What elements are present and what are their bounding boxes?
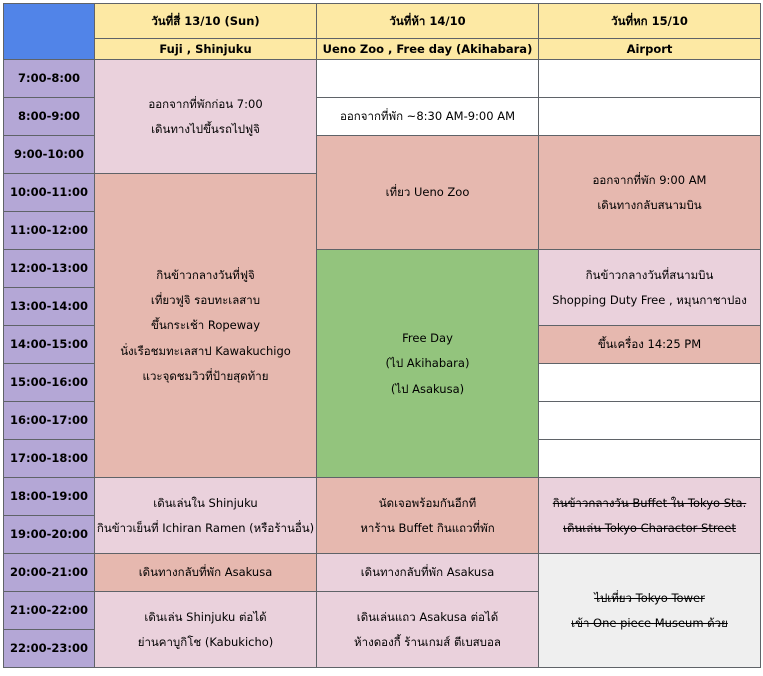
header-date-day1[interactable]: วันที่สี่ 13/10 (Sun): [95, 4, 317, 39]
header-title-day2[interactable]: Ueno Zoo , Free day (Akihabara): [317, 39, 539, 60]
cell-line: เดินทางกลับสนามบิน: [597, 198, 702, 212]
day3-empty-cell[interactable]: [539, 364, 761, 402]
day1-night-cell[interactable]: [95, 592, 317, 668]
time-label[interactable]: 16:00-17:00: [4, 402, 95, 440]
cell-line: เดินเล่นแถว Asakusa ต่อได้: [356, 609, 499, 624]
cell-line: หาร้าน Buffet กินแถวที่พัก: [360, 521, 495, 535]
day1-travel-cell[interactable]: [95, 554, 317, 592]
day2-free-cell[interactable]: [317, 250, 539, 478]
cell-line: เดินทางไปขึ้นรถไปฟูจิ: [151, 122, 260, 136]
cell-line: (ไป Asakusa): [390, 381, 465, 396]
time-label[interactable]: 15:00-16:00: [4, 364, 95, 402]
time-label[interactable]: 9:00-10:00: [4, 136, 95, 174]
cell-line: ไปเที่ยว Tokyo Tower: [594, 590, 705, 605]
day2-evening-cell[interactable]: [317, 478, 539, 554]
cell-line: ขึ้นกระเช้า Ropeway: [150, 318, 261, 333]
time-label[interactable]: 8:00-9:00: [4, 98, 95, 136]
cell-line: ย่านคาบูกิโช (Kabukicho): [137, 635, 274, 649]
cell-line: เดินทางกลับที่พัก Asakusa: [138, 565, 273, 580]
day2-night-cell[interactable]: [317, 592, 539, 668]
cell-line: เดินเล่น Shinjuku ต่อได้: [144, 609, 267, 624]
day3-cancelled-evening-cell[interactable]: [539, 478, 761, 554]
day3-empty-cell[interactable]: [539, 60, 761, 98]
time-label[interactable]: 18:00-19:00: [4, 478, 95, 516]
header-row-titles: [4, 39, 761, 60]
day2-leave-cell[interactable]: [317, 98, 539, 136]
day3-flight-cell[interactable]: [539, 326, 761, 364]
cell-line: เข้า One piece Museum ด้วย: [571, 616, 728, 630]
time-label[interactable]: 10:00-11:00: [4, 174, 95, 212]
day3-empty-cell[interactable]: [539, 402, 761, 440]
cell-line: ออกจากที่พัก 9:00 AM: [592, 172, 707, 187]
time-label[interactable]: 17:00-18:00: [4, 440, 95, 478]
cell-line: กินข้าวกลางวัน Buffet ใน Tokyo Sta.: [552, 495, 747, 510]
cell-line: เดินทางกลับที่พัก Asakusa: [360, 565, 495, 580]
cell-line: นั่งเรือชมทะเลสาป Kawakuchigo: [120, 343, 291, 358]
header-title-day1[interactable]: Fuji , Shinjuku: [95, 39, 317, 60]
cell-line: กินข้าวกลางวันที่ฟูจิ: [156, 267, 255, 282]
day2-travel-cell[interactable]: [317, 554, 539, 592]
day1-evening-cell[interactable]: [95, 478, 317, 554]
cell-line: ห้างดองกี้ ร้านเกมส์ ตีเบสบอล: [354, 635, 501, 649]
header-row-dates: [4, 4, 761, 39]
cell-line: เที่ยวฟูจิ รอบทะเลสาบ: [150, 292, 261, 307]
day3-empty-cell[interactable]: [539, 98, 761, 136]
day3-airport-cell[interactable]: [539, 250, 761, 326]
cell-line: Shopping Duty Free , หมุนกาชาปอง: [552, 293, 747, 307]
day2-empty-cell[interactable]: [317, 60, 539, 98]
time-label[interactable]: 22:00-23:00: [4, 630, 95, 668]
time-label[interactable]: 19:00-20:00: [4, 516, 95, 554]
cell-line: ออกจากที่พักก่อน 7:00: [148, 96, 263, 111]
time-label[interactable]: 20:00-21:00: [4, 554, 95, 592]
day3-leave-cell[interactable]: [539, 136, 761, 250]
cell-line: ขึ้นเครื่อง 14:25 PM: [597, 337, 702, 352]
time-label[interactable]: 11:00-12:00: [4, 212, 95, 250]
cell-line: กินข้าวเย็นที่ Ichiran Ramen (หรือร้านอื่น): [96, 521, 315, 535]
cell-line: (ไป Akihabara): [385, 356, 470, 371]
time-label[interactable]: 21:00-22:00: [4, 592, 95, 630]
header-date-day2[interactable]: วันที่ห้า 14/10: [317, 4, 539, 39]
itinerary-table: [3, 3, 761, 668]
cell-line: เดินเล่นใน Shinjuku: [153, 495, 258, 510]
cell-line: ออกจากที่พัก ~8:30 AM-9:00 AM: [339, 109, 516, 124]
day1-fuji-cell[interactable]: [95, 174, 317, 478]
cell-line: กินข้าวกลางวันที่สนามบิน: [585, 267, 714, 282]
itinerary-sheet: [3, 3, 760, 671]
time-label[interactable]: 14:00-15:00: [4, 326, 95, 364]
time-label[interactable]: 13:00-14:00: [4, 288, 95, 326]
day3-cancelled-night-cell[interactable]: [539, 554, 761, 668]
cell-line: เที่ยว Ueno Zoo: [385, 185, 470, 200]
cell-line: แวะจุดชมวิวที่ป้ายสุดท้าย: [142, 369, 269, 384]
time-label[interactable]: 7:00-8:00: [4, 60, 95, 98]
header-title-day3[interactable]: Airport: [539, 39, 761, 60]
header-date-day3[interactable]: วันที่หก 15/10: [539, 4, 761, 39]
day3-empty-cell[interactable]: [539, 440, 761, 478]
day1-morning-cell[interactable]: [95, 60, 317, 174]
day2-zoo-cell[interactable]: [317, 136, 539, 250]
corner-cell[interactable]: [4, 4, 95, 60]
cell-line: Free Day: [402, 330, 453, 345]
cell-line: นัดเจอพร้อมกันอีกที: [378, 495, 477, 510]
time-label[interactable]: 12:00-13:00: [4, 250, 95, 288]
cell-line: เดินเล่น Tokyo Charactor Street: [563, 521, 736, 535]
